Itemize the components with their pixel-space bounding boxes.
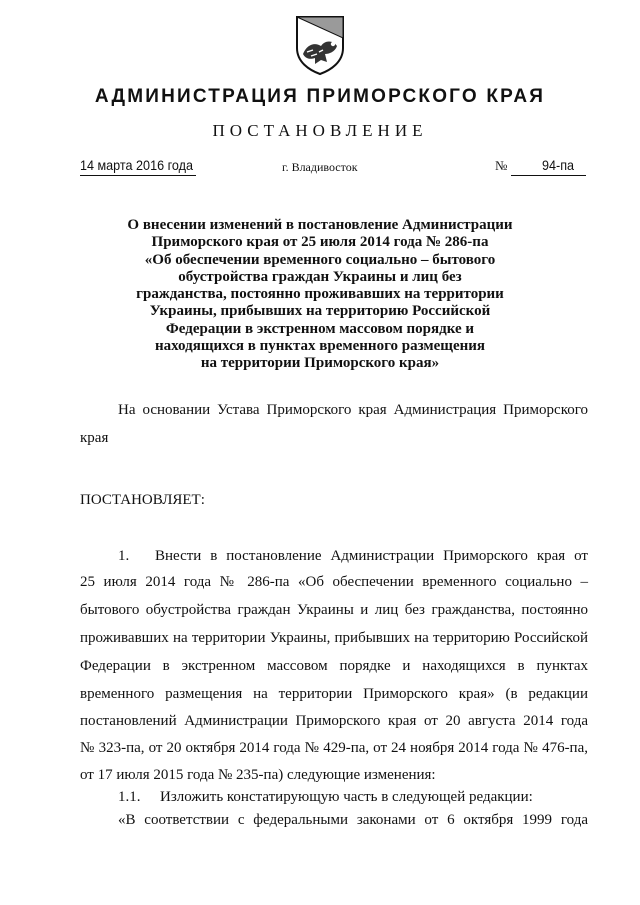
number-underline <box>511 175 586 176</box>
document-type: ПОСТАНОВЛЕНИЕ <box>212 121 428 140</box>
item-1-line: постановлений Администрации Приморского края от 20 августа 2014 года <box>80 713 588 729</box>
item-1-line: Федерации в экстренном массовом порядке и находящихся в пунктах <box>80 658 588 674</box>
coat-of-arms-emblem <box>293 14 347 76</box>
item-1-line: бытового обустройства граждан Украины и лиц без гражданства, постоянно <box>80 602 588 618</box>
item-1-first-line: Внести в постановление Администрации Приморского края от <box>155 548 588 564</box>
item-1-1-number: 1.1. <box>118 789 141 805</box>
date-underline <box>80 175 196 176</box>
subject-line: Федерации в экстренном массовом порядке и <box>165 320 475 337</box>
subject-line: «Об обеспечении временного социально – бытового <box>144 251 496 268</box>
item-1-line: от 17 июля 2015 года № 235-па) следующие изменения: <box>80 767 436 783</box>
basis-paragraph-line: края <box>80 430 109 446</box>
item-1-line: проживавших на территории Украины, прибывших на территорию Российской <box>80 630 588 646</box>
number-label: № <box>495 158 508 173</box>
resolves-heading: ПОСТАНОВЛЯЕТ: <box>80 492 205 508</box>
primorsky-krai-coat-of-arms-icon <box>293 14 347 76</box>
subject-line: обустройства граждан Украины и лиц без <box>178 268 462 285</box>
item-1-number: 1. <box>118 548 130 564</box>
document-number: 94-па <box>542 157 575 173</box>
document-date: 14 марта 2016 года <box>80 157 194 173</box>
subject-line: гражданства, постоянно проживавших на территории <box>136 286 504 303</box>
subject-line: находящихся в пунктах временного размещения <box>154 338 486 355</box>
subject-line: О внесении изменений в постановление Администрации <box>127 217 513 233</box>
subject-line: на территории Приморского края» <box>200 355 440 372</box>
subject-line: Украины, прибывших на территорию Российской <box>149 303 491 320</box>
item-1-line: № 323-па, от 20 октября 2014 года № 429-па, от 24 ноября 2014 года № 476-па, <box>80 740 588 756</box>
item-1-1-text: Изложить констатирующую часть в следующей редакции: <box>160 789 533 805</box>
item-1-line: 25 июля 2014 года № 286-па «Об обеспечении временного социально – <box>80 574 588 590</box>
item-1-line: временного размещения на территории Приморского края» (в редакции <box>80 686 588 702</box>
document-city: г. Владивосток <box>282 160 358 174</box>
basis-paragraph-line: На основании Устава Приморского края Администрация Приморского <box>118 402 588 418</box>
organization-title: АДМИНИСТРАЦИЯ ПРИМОРСКОГО КРАЯ <box>94 86 546 107</box>
subject-line: Приморского края от 25 июля 2014 года № 286-па <box>151 234 489 251</box>
quote-start-line: «В соответствии с федеральными законами от 6 октября 1999 года <box>118 812 588 828</box>
document-subject <box>100 217 540 373</box>
